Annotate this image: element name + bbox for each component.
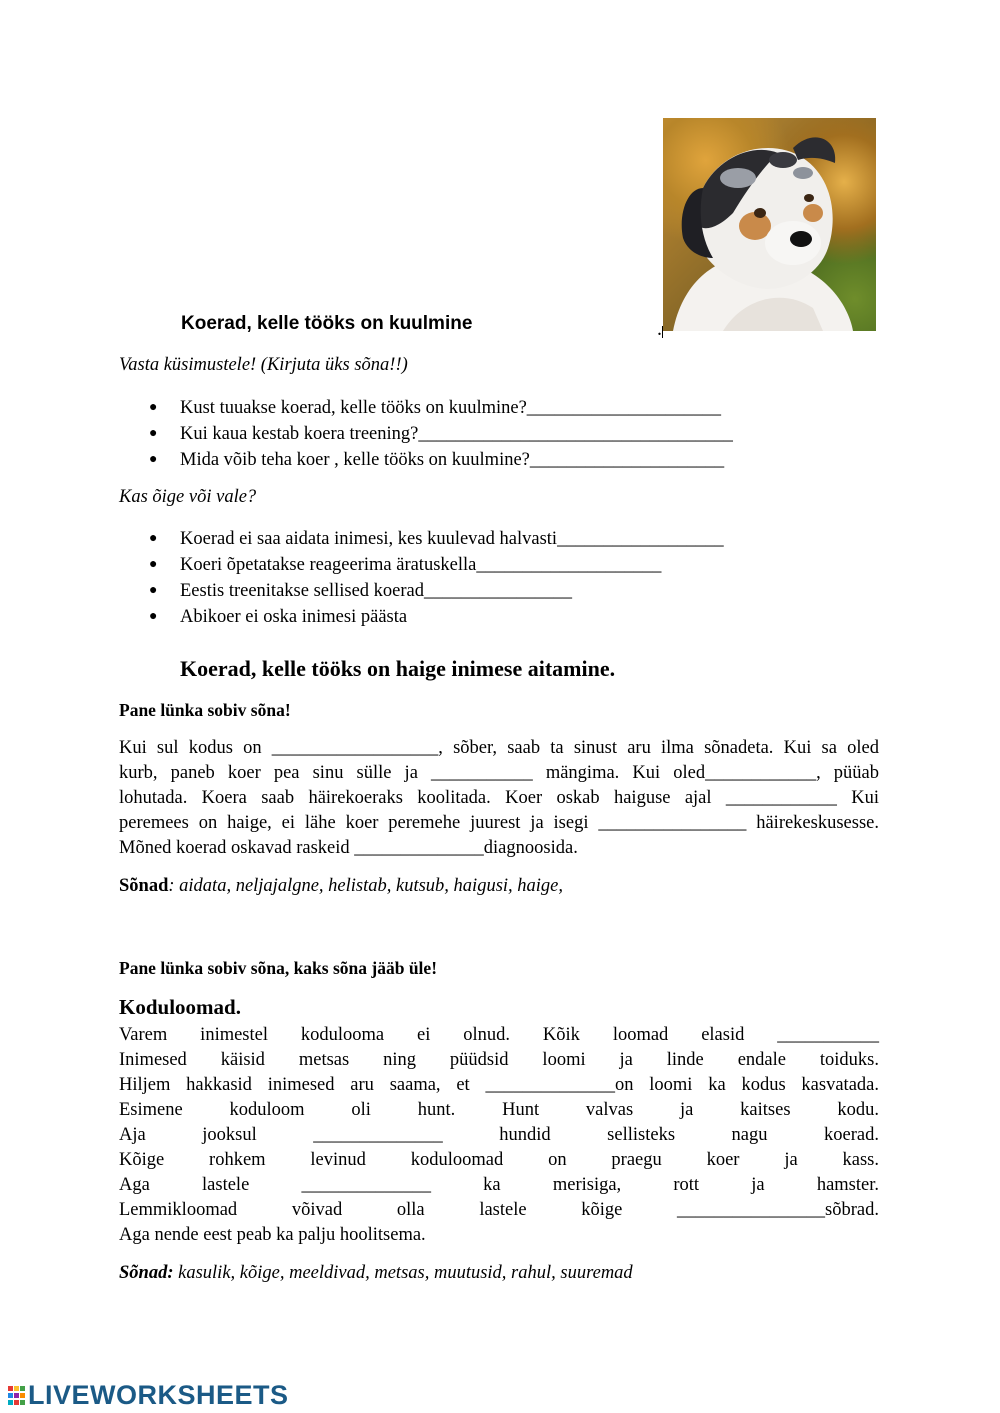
paragraph-line: Varem inimestel kodulooma ei olnud. Kõik loomad elasid ___________ [119,1025,879,1045]
list-item [149,604,724,630]
text-cursor [662,326,663,338]
section3-word-bank [119,1263,633,1284]
paragraph-line: Inimesed käisid metsas ning püüdsid loomi ja linde endale toiduks. [119,1050,879,1070]
question-text: Mida võib teha koer , kelle tööks on kuulmine?_____________________ [180,450,725,470]
section3-title: Koduloomad. [119,995,241,1019]
paragraph-line: peremees on haige, ei lähe koer peremehe juurest ja isegi ________________ häirekeskusesse. [119,813,879,833]
statement-text: Koerad ei saa aidata inimesi, kes kuulevad halvasti__________________ [180,529,724,549]
question-list [149,395,733,473]
bullet-icon: ● [149,426,158,441]
section1-dot: . [657,318,662,340]
list-item [149,552,724,578]
statement-text: Abikoer ei oska inimesi päästa [180,607,408,627]
bullet-icon: ● [149,531,158,546]
statement-text: Eestis treenitakse sellised koerad________________ [180,581,573,601]
section2-title: Koerad, kelle tööks on haige inimese aitamine. [180,656,616,681]
paragraph-line: Aga nende eest peab ka palju hoolitsema. [119,1225,426,1245]
paragraph-line: Aga lastele ______________ ka merisiga, rott ja hamster. [119,1175,879,1195]
list-item [149,578,724,604]
paragraph-line: Esimene koduloom oli hunt. Hunt valvas ja kaitses kodu. [119,1100,879,1120]
statement-list [149,526,724,630]
paragraph-line: Lemmikloomad võivad olla lastele kõige ________________sõbrad. [119,1200,879,1220]
section2-paragraph [119,736,879,861]
footer-brand[interactable] [8,1380,289,1411]
footer-brand-text: LIVEWORKSHEETS [28,1380,289,1410]
paragraph-line: Hiljem hakkasid inimesed aru saama, et ______________on loomi ka kodus kasvatada. [119,1075,879,1095]
bullet-icon: ● [149,609,158,624]
section1-instruction: Vasta küsimustele! (Kirjuta üks sõna!!) [119,355,408,375]
section3-paragraph [119,1023,879,1248]
dog-photo [663,118,876,331]
paragraph-line: Kui sul kodus on __________________, sõber, saab ta sinust aru ilma sõnadeta. Kui sa oled [119,738,879,758]
question-text: Kust tuuakse koerad, kelle tööks on kuulmine?_____________________ [180,398,722,418]
section1-title: Koerad, kelle tööks on kuulmine [181,313,473,334]
dog-illustration [663,118,876,331]
section2-word-bank [119,876,563,897]
word-bank-words: kasulik, kõige, meeldivad, metsas, muutusid, rahul, suuremad [173,1263,633,1283]
paragraph-line: Mõned koerad oskavad raskeid ______________diagnoosida. [119,838,578,858]
list-item [149,395,733,421]
list-item [149,421,733,447]
liveworksheets-logo-icon [8,1386,26,1406]
section3-instruction: Pane lünka sobiv sõna, kaks sõna jääb üle! [119,958,438,978]
question-text: Kui kaua kestab koera treening?__________________________________ [180,424,733,444]
true-false-instruction: Kas õige või vale? [119,487,257,507]
list-item [149,447,733,473]
paragraph-line: Kõige rohkem levinud koduloomad on praegu koer ja kass. [119,1150,879,1170]
paragraph-line: kurb, paneb koer pea sinu sülle ja ___________ mängima. Kui oled____________, püüab [119,763,879,783]
paragraph-line: lohutada. Koera saab häirekoeraks koolitada. Koer oskab haiguse ajal ____________ Kui [119,788,879,808]
paragraph-line: Aja jooksul ______________ hundid sellisteks nagu koerad. [119,1125,879,1145]
section2-instruction: Pane lünka sobiv sõna! [119,700,291,720]
word-bank-label: Sõnad: [119,1263,174,1283]
word-bank-words: : aidata, neljajalgne, helistab, kutsub, haigusi, haige, [168,876,564,896]
bullet-icon: ● [149,452,158,467]
word-bank-label: Sõnad [119,876,169,896]
statement-text: Koeri õpetatakse reageerima äratuskella____________________ [180,555,662,575]
bullet-icon: ● [149,583,158,598]
bullet-icon: ● [149,400,158,415]
list-item [149,526,724,552]
bullet-icon: ● [149,557,158,572]
